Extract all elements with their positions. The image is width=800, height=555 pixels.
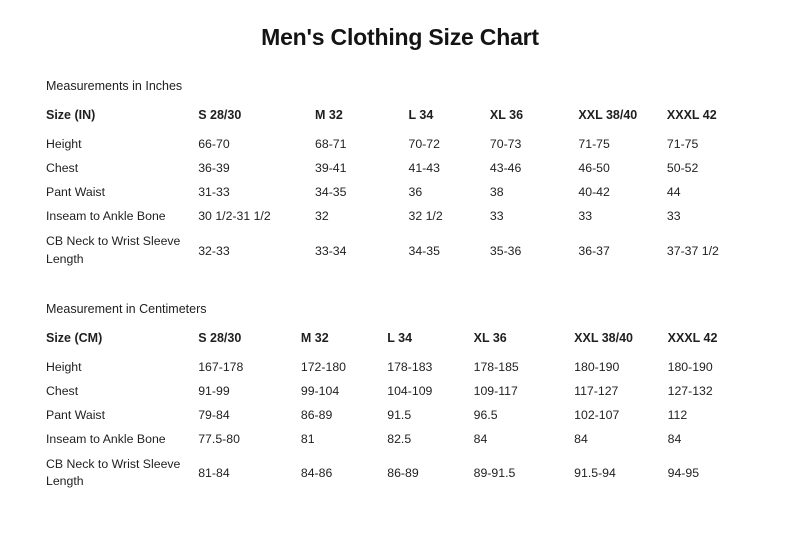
column-header-l: L 34 (408, 108, 434, 122)
cell-pant-waist-s-cm: 79-84 (198, 407, 230, 422)
row-label-height-cm: Height (46, 359, 82, 374)
centimeters-table-head (46, 326, 754, 355)
cell-inseam-xl: 33 (489, 209, 504, 223)
cell-chest-xl-cm: 109-117 (473, 383, 518, 398)
table-row (46, 355, 754, 379)
centimeters-section (0, 302, 800, 497)
column-header-l-cm: L 34 (387, 330, 413, 345)
cell-chest-m-cm: 99-104 (300, 383, 340, 398)
column-header-xl: XL 36 (489, 108, 524, 122)
cell-height-xl-cm: 178-185 (473, 359, 519, 374)
row-label-inseam-cm: Inseam to Ankle Bone (46, 431, 166, 446)
cell-height-l-cm: 178-183 (387, 359, 433, 374)
table-row (46, 180, 754, 204)
cell-inseam-xl-cm: 84 (473, 431, 488, 446)
cell-sleeve-length-l-cm: 86-89 (387, 466, 419, 481)
cell-pant-waist-xxl: 40-42 (578, 185, 610, 199)
centimeters-size-table (46, 326, 754, 497)
cell-pant-waist-xl-cm: 96.5 (473, 407, 498, 422)
table-row (46, 403, 754, 427)
row-label-height: Height (46, 137, 82, 151)
column-header-m: M 32 (315, 108, 343, 122)
inches-section-caption: Measurements in Inches (46, 79, 183, 93)
cell-sleeve-length-m: 33-34 (315, 243, 347, 258)
cell-height-xl: 70-73 (489, 137, 522, 151)
cell-sleeve-length-l: 34-35 (408, 243, 440, 258)
inches-section (0, 79, 800, 274)
table-row (46, 132, 754, 156)
column-header-xxxl: XXXL 42 (666, 108, 717, 122)
row-label-chest-cm: Chest (46, 383, 79, 398)
cell-inseam-l: 32 1/2 (408, 209, 443, 223)
cell-inseam-xxxl-cm: 84 (667, 431, 682, 446)
row-label-chest: Chest (46, 161, 79, 175)
cell-height-xxxl-cm: 180-190 (667, 359, 713, 374)
cell-sleeve-length-xxxl-cm: 94-95 (667, 466, 700, 481)
cell-sleeve-length-xxl-cm: 91.5-94 (574, 466, 616, 481)
centimeters-section-caption: Measurement in Centimeters (46, 301, 207, 316)
cell-pant-waist-m-cm: 86-89 (300, 407, 333, 422)
cell-inseam-m: 32 (315, 209, 329, 223)
cell-inseam-xxl: 33 (578, 209, 593, 223)
cell-pant-waist-l: 36 (408, 185, 423, 199)
inches-table-head (46, 103, 754, 132)
cell-height-xxl-cm: 180-190 (574, 359, 620, 374)
cell-height-xxxl: 71-75 (666, 137, 699, 151)
cell-sleeve-length-xxl: 36-37 (578, 243, 610, 258)
cell-sleeve-length-xxxl: 37-37 1/2 (666, 243, 719, 258)
table-row (46, 228, 754, 274)
inches-table-body (46, 132, 754, 274)
cell-pant-waist-xl: 38 (489, 185, 504, 199)
cell-inseam-xxl-cm: 84 (574, 431, 588, 446)
cell-height-s: 66-70 (198, 137, 230, 151)
cell-chest-xxl: 46-50 (578, 161, 610, 175)
cell-sleeve-length-s-cm: 81-84 (198, 466, 230, 481)
column-header-size-cm: Size (CM) (46, 330, 103, 345)
cell-chest-l-cm: 104-109 (387, 383, 433, 398)
cell-chest-xl: 43-46 (489, 161, 522, 175)
column-header-s-cm: S 28/30 (198, 330, 242, 345)
cell-pant-waist-m: 34-35 (315, 185, 347, 199)
inches-size-table (46, 103, 754, 274)
table-header-row (46, 103, 754, 132)
cell-sleeve-length-xl-cm: 89-91.5 (473, 466, 516, 481)
cell-height-xxl: 71-75 (578, 137, 610, 151)
table-row (46, 156, 754, 180)
cell-inseam-l-cm: 82.5 (387, 431, 412, 446)
cell-chest-xxxl-cm: 127-132 (667, 383, 713, 398)
row-label-pant-waist-cm: Pant Waist (46, 407, 105, 422)
column-header-xxl-cm: XXL 38/40 (574, 330, 633, 345)
cell-sleeve-length-xl: 35-36 (489, 243, 522, 258)
cell-chest-xxl-cm: 117-127 (574, 383, 619, 398)
row-label-sleeve-length: CB Neck to Wrist Sleeve Length (46, 234, 181, 266)
table-row (46, 451, 754, 497)
cell-height-s-cm: 167-178 (198, 359, 244, 374)
table-row (46, 204, 754, 228)
table-header-row (46, 326, 754, 355)
page-title: Men's Clothing Size Chart (261, 24, 539, 50)
cell-sleeve-length-m-cm: 84-86 (300, 466, 333, 481)
cell-pant-waist-s: 31-33 (198, 185, 230, 199)
column-header-xxxl-cm: XXXL 42 (667, 330, 718, 345)
column-header-size: Size (IN) (46, 108, 96, 122)
cell-inseam-xxxl: 33 (666, 209, 681, 223)
column-header-xxl: XXL 38/40 (578, 108, 638, 122)
column-header-s: S 28/30 (198, 108, 242, 122)
column-header-xl-cm: XL 36 (473, 330, 507, 345)
size-chart-page (0, 16, 800, 555)
row-label-inseam: Inseam to Ankle Bone (46, 209, 166, 223)
cell-chest-l: 41-43 (408, 161, 440, 175)
cell-height-m-cm: 172-180 (300, 359, 347, 374)
cell-pant-waist-xxl-cm: 102-107 (574, 407, 620, 422)
cell-chest-xxxl: 50-52 (666, 161, 699, 175)
column-header-m-cm: M 32 (300, 330, 329, 345)
cell-pant-waist-xxxl: 44 (666, 185, 681, 199)
cell-height-l: 70-72 (408, 137, 440, 151)
cell-inseam-s: 30 1/2-31 1/2 (198, 209, 271, 223)
cell-chest-m: 39-41 (315, 161, 347, 175)
cell-inseam-s-cm: 77.5-80 (198, 431, 240, 446)
table-row (46, 427, 754, 451)
cell-height-m: 68-71 (315, 137, 347, 151)
table-row (46, 379, 754, 403)
cell-inseam-m-cm: 81 (300, 431, 315, 446)
centimeters-table-body (46, 355, 754, 497)
cell-pant-waist-xxxl-cm: 112 (667, 407, 688, 422)
cell-chest-s: 36-39 (198, 161, 230, 175)
row-label-pant-waist: Pant Waist (46, 185, 105, 199)
cell-sleeve-length-s: 32-33 (198, 243, 230, 258)
cell-pant-waist-l-cm: 91.5 (387, 407, 412, 422)
row-label-sleeve-length-cm: CB Neck to Wrist Sleeve Length (46, 456, 181, 489)
cell-chest-s-cm: 91-99 (198, 383, 230, 398)
